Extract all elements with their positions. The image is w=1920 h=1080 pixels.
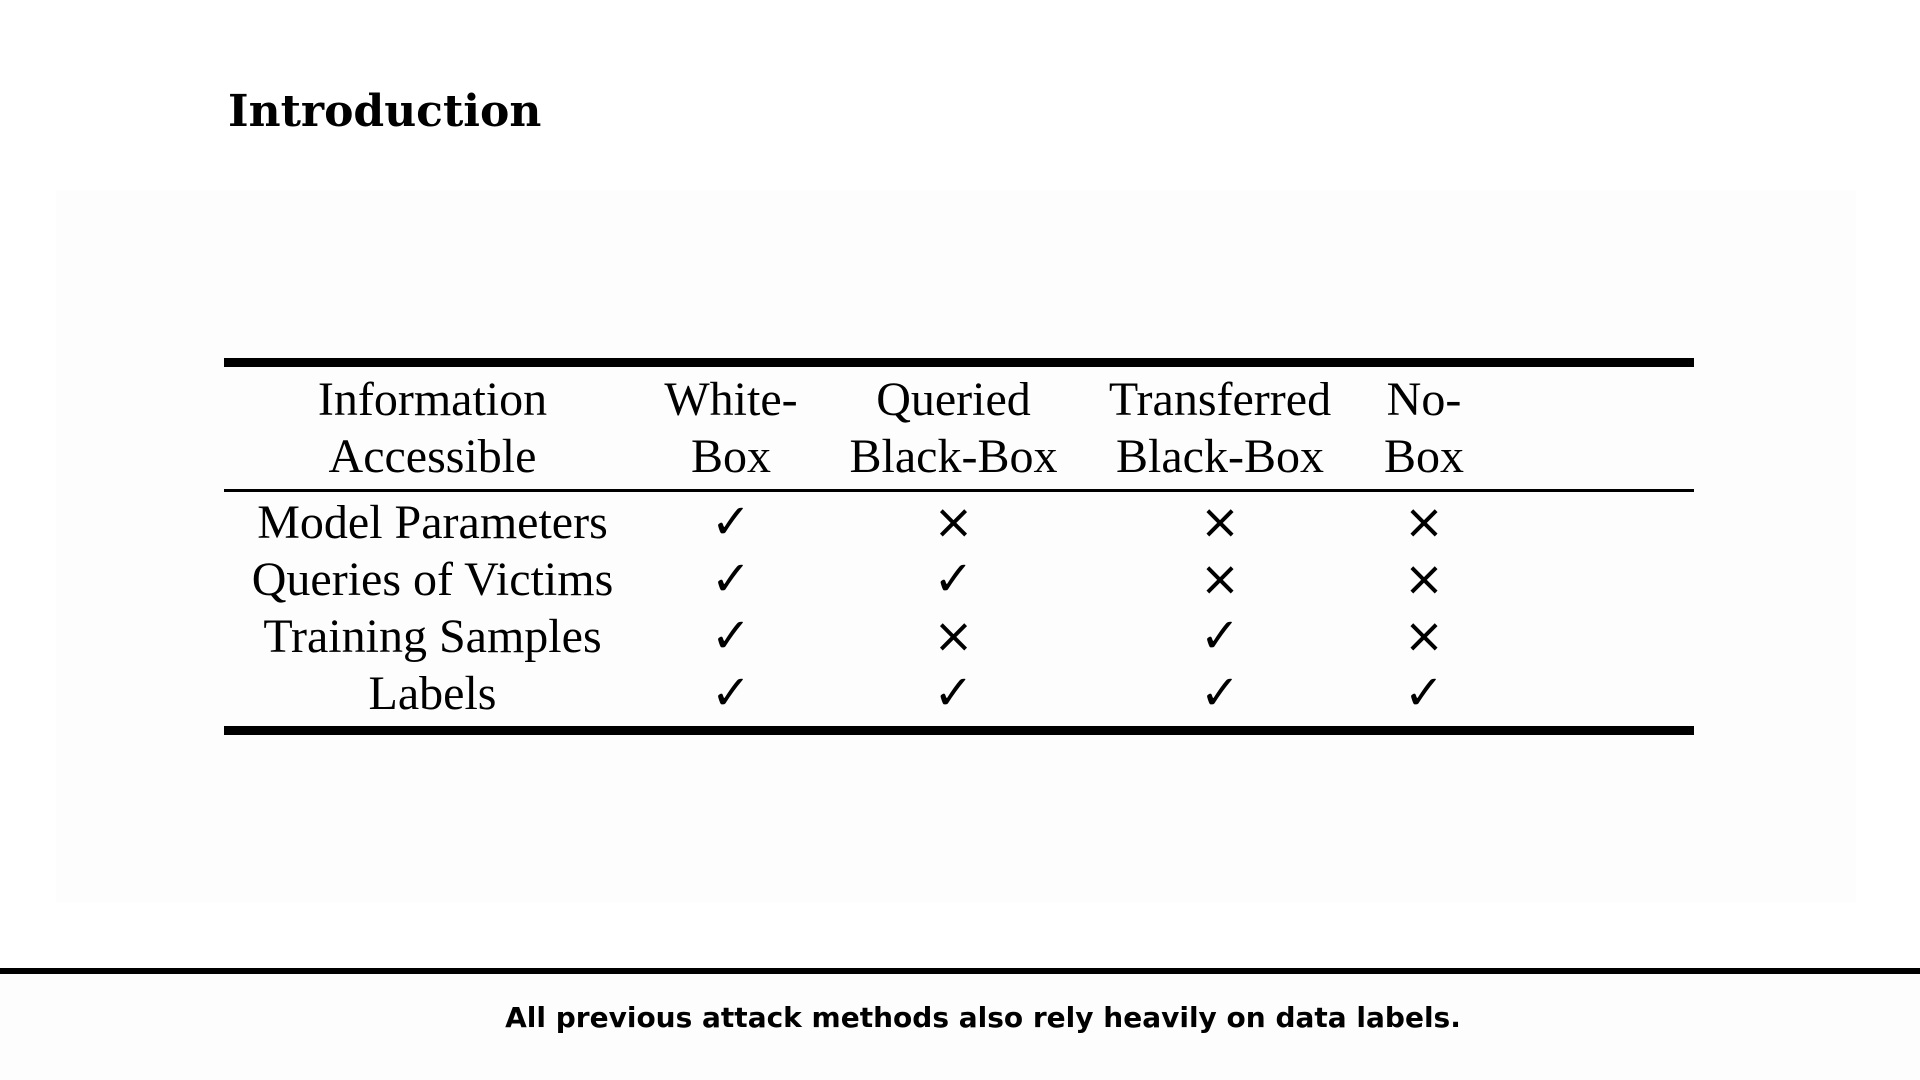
header-empty [1494,363,1694,491]
slide-caption: All previous attack methods also rely heavily on data labels. [505,1001,1461,1034]
slide-title: Introduction [228,86,542,137]
header-line: Accessible [328,430,537,483]
table-row [224,665,1694,731]
comparison-table-container [224,358,1694,735]
header-queried-black-box [821,363,1086,491]
table-row [224,491,1694,552]
cross-mark-icon: × [1199,551,1241,607]
cross-mark-icon: × [1403,608,1445,664]
cross-mark-icon: × [1199,494,1241,550]
header-line: Information [317,373,548,426]
table-header-row [224,363,1694,491]
empty-cell [1494,608,1694,665]
header-line: No- [1386,373,1462,426]
check-mark-icon: ✓ [710,665,752,721]
header-transferred-black-box [1086,363,1354,491]
header-line: Black-Box [849,430,1058,483]
cross-mark-icon: × [1403,551,1445,607]
header-line: Black-Box [1116,430,1324,483]
cross-mark-icon: × [1403,494,1445,550]
comparison-table [224,358,1694,735]
check-mark-icon: ✓ [710,494,752,550]
header-line: Queried [876,373,1031,426]
check-mark-icon: ✓ [710,551,752,607]
cross-mark-icon: × [933,608,974,664]
row-label: Labels [368,667,497,720]
header-information-accessible [224,363,641,491]
empty-cell [1494,665,1694,731]
check-mark-icon: ✓ [933,665,974,721]
header-line: White- [664,373,798,426]
empty-cell [1494,491,1694,552]
check-mark-icon: ✓ [1403,665,1445,721]
row-label: Training Samples [263,610,602,663]
header-no-box [1354,363,1494,491]
header-white-box [641,363,821,491]
header-line: Box [1383,430,1464,483]
check-mark-icon: ✓ [1199,665,1241,721]
check-mark-icon: ✓ [710,608,752,664]
header-line: Box [690,430,771,483]
empty-cell [1494,551,1694,608]
row-label: Queries of Victims [251,553,614,606]
cross-mark-icon: × [933,494,974,550]
check-mark-icon: ✓ [933,551,974,607]
row-label: Model Parameters [257,496,608,549]
table-row [224,608,1694,665]
table-row [224,551,1694,608]
header-line: Transferred [1108,373,1332,426]
check-mark-icon: ✓ [1199,608,1241,664]
